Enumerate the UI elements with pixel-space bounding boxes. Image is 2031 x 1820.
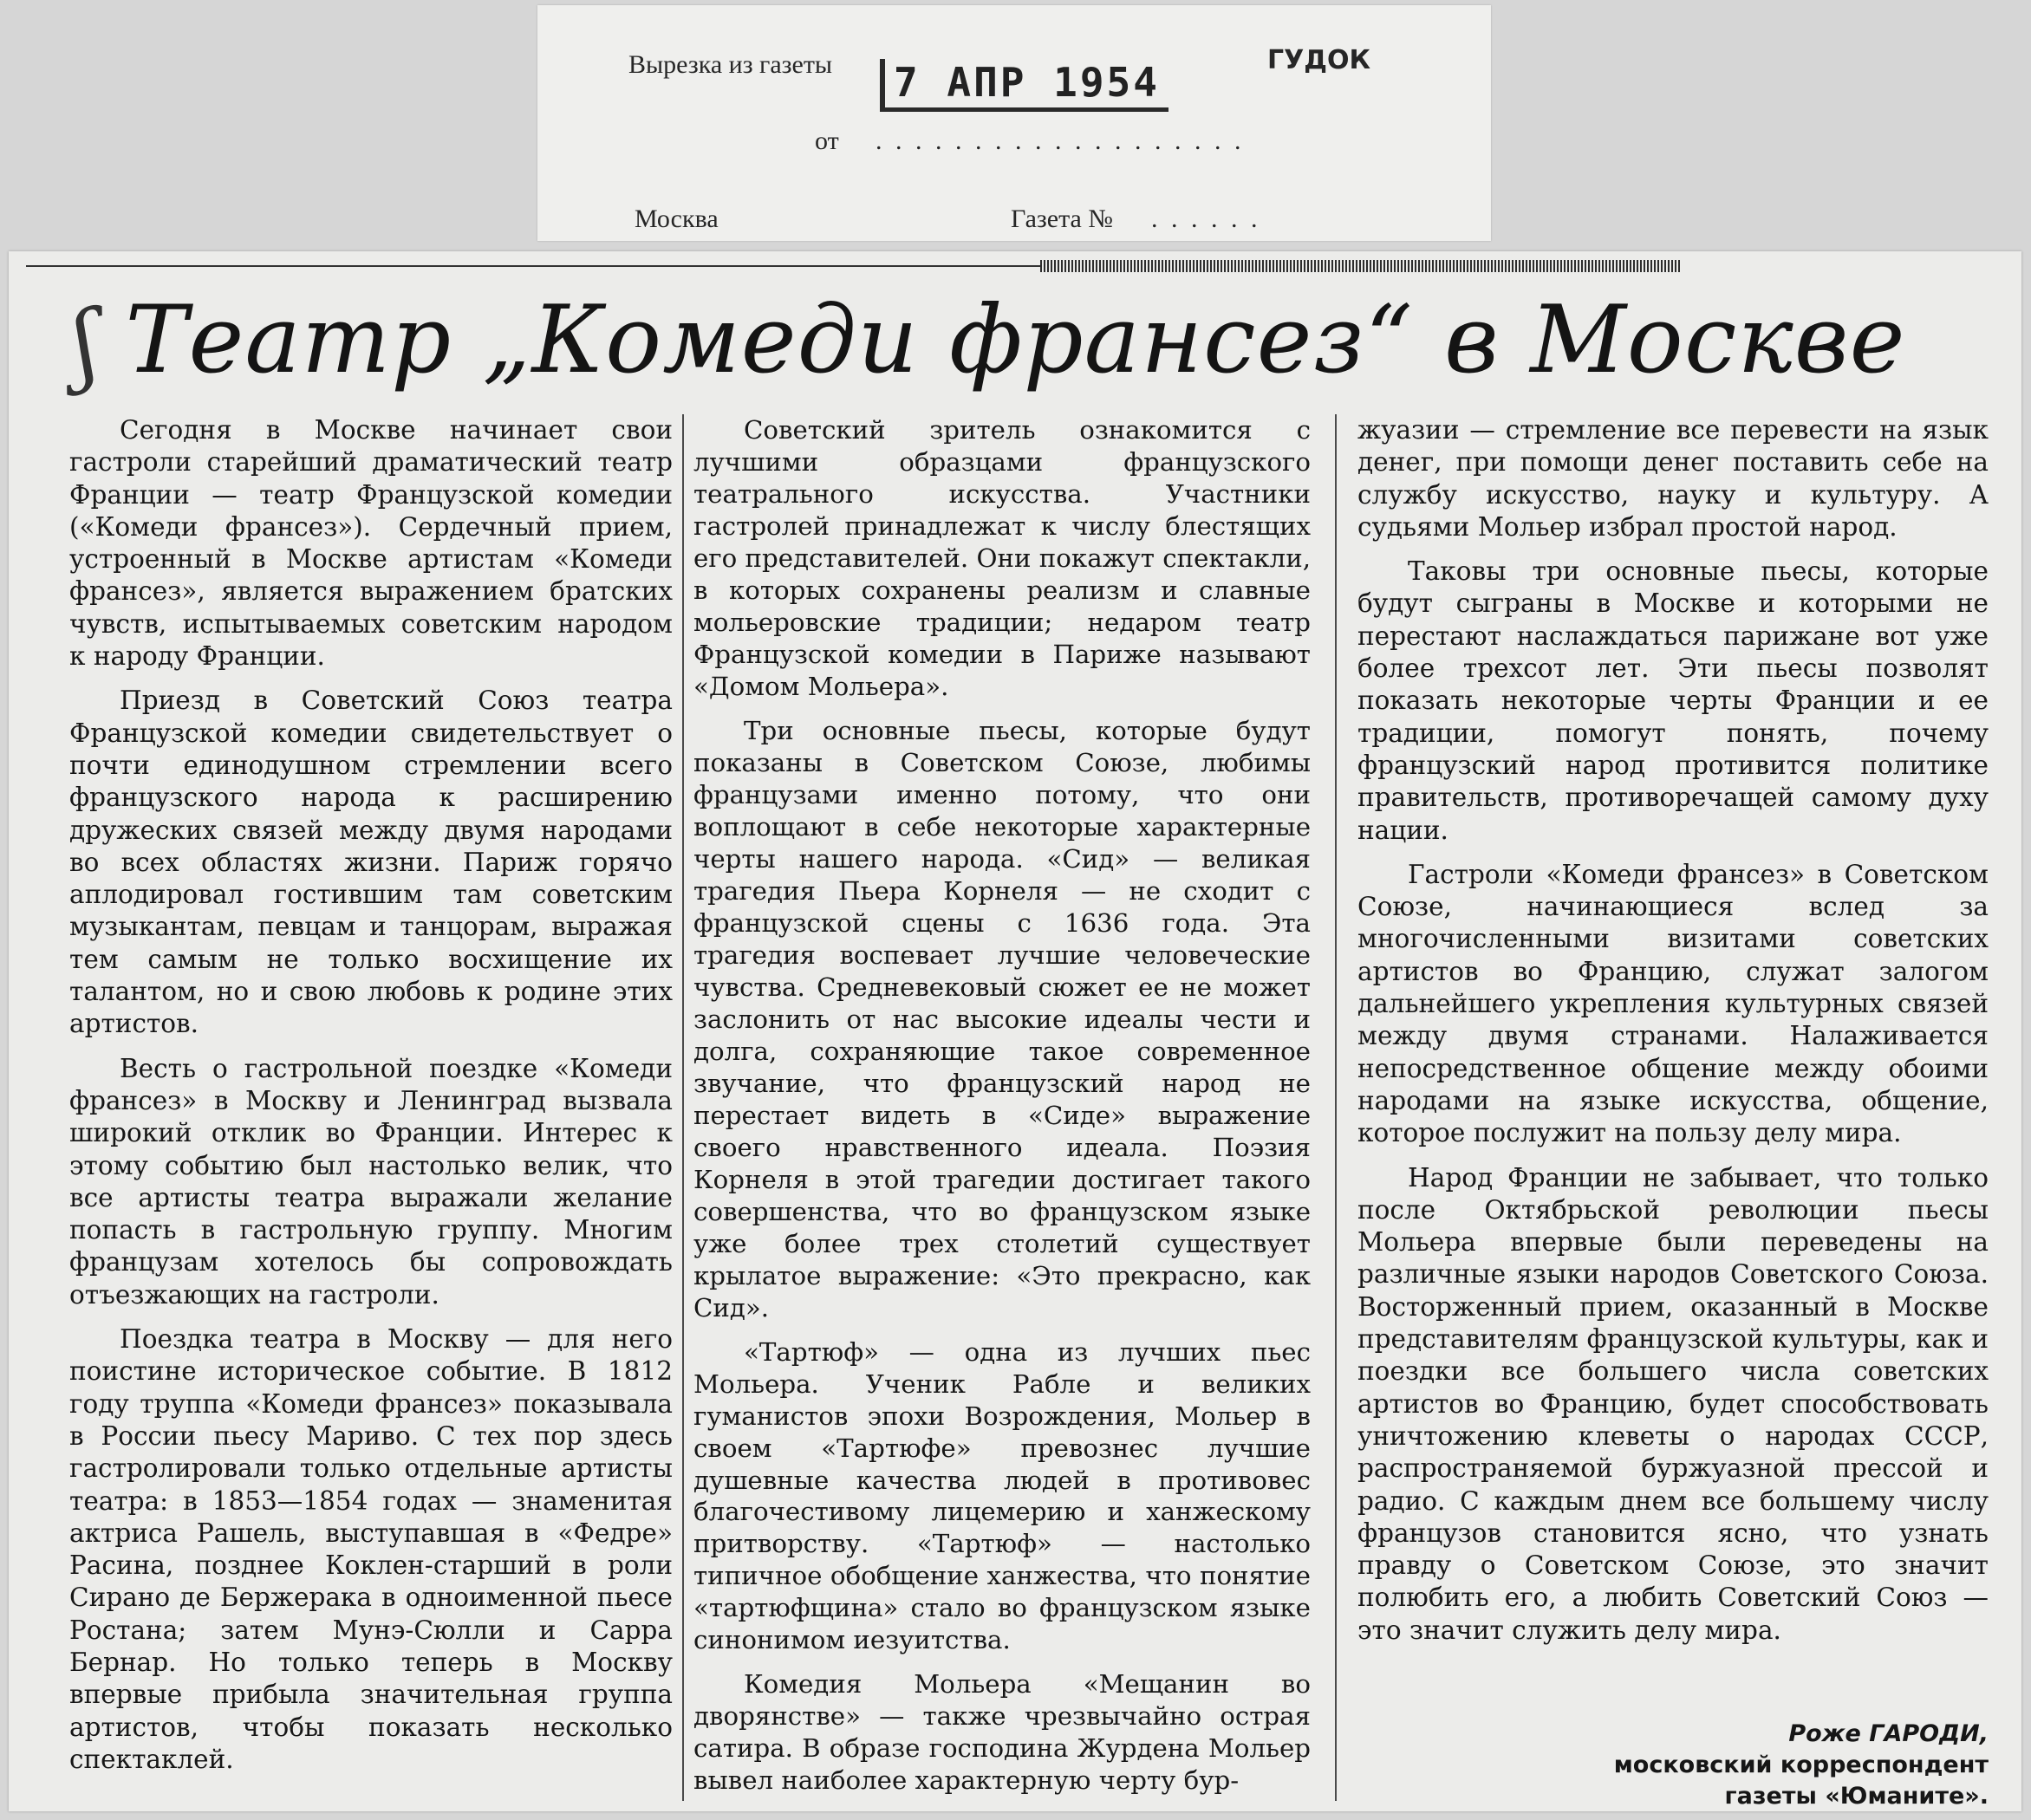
top-rule [26, 265, 1040, 267]
paragraph: «Тартюф» — одна из лучших пьес Мольера. Ученик Рабле и великих гуманистов эпохи Возрождения, Мольер в своем «Тартюфе» превознес лучшие душевные качества людей в противовес благочестивому лицемерию и ханжескому притворству. «Тартюф» — настолько типичное обобщение ханжества, что понятие «тартюфщина» стало во французском языке синонимом иезуитства. [693, 1336, 1311, 1655]
article-column-2 [693, 414, 1311, 1797]
column-divider [1335, 414, 1337, 1801]
paragraph: Поездка театра в Москву — для него поистине историческое событие. В 1812 году труппа «Комеди франсез» показывала в России пьесу Мариво. С тех пор здесь гастролировали только отдельные артисты театра: в 1853—1854 годах — знаменитая актриса Рашель, выступавшая в «Федре» Расина, позднее Коклен-старший в роли Сирано де Бержерака в одноименной пьесе Ростана; затем Мунэ-Сюлли и Сарра Бернар. Но только теперь в Москву впервые прибыла значительная группа артистов, чтобы показать несколько спектаклей. [69, 1324, 673, 1774]
from-dots: . . . . . . . . . . . . . . . . . . . [876, 127, 1245, 155]
paragraph: Три основные пьесы, которые будут показаны в Советском Союзе, любимы французами именно потому, что они воплощают в себе некоторые характерные черты нашего народа. «Сид» — великая трагедия Пьера Корнеля — не сходит с французской сцены с 1636 года. Эта трагедия воспевает лучшие человеческие чувства. Средневековый сюжет ее не может заслонить от нас высокие идеалы чести и долга, сохраняющие такое современное звучание, что французский народ не перестает видеть в «Сиде» выражение своего нравственного идеала. Поэзия Корнеля в этой трагедии достигает такого совершенства, что во французском языке уже более трех столетий существует крылатое выражение: «Это прекрасно, как Сид». [693, 715, 1311, 1323]
paragraph: Народ Франции не забывает, что только после Октябрьской революции пьесы Мольера впервые были переведены на различные языки народов Советского Союза. Восторженный прием, оказанный в Москве представителям французской культуры, как и поездки все большего числа советских артистов во Францию, будет способствовать уничтожению клеветы о народах СССР, распространяемой буржуазной прессой и радио. С каждым днем все большему числу французов становится ясно, что узнать правду о Советском Союзе, это значит полюбить его, а любить Советский Союз — это значит служить делу мира. [1357, 1162, 1989, 1645]
author-newspaper: газеты «Юманите». [1724, 1783, 1989, 1810]
paragraph: Комедия Мольера «Мещанин во дворянстве» — также чрезвычайно острая сатира. В образе господина Журдена Мольер вывел наиболее характерную черту бур- [693, 1669, 1311, 1796]
issue-dots: . . . . . . [1151, 205, 1261, 233]
column-divider [682, 414, 684, 1801]
clipping-label: Вырезка из газеты [628, 50, 833, 79]
issue-label: Газета № [1011, 205, 1113, 233]
paragraph: Весть о гастрольной поездке «Комеди франсез» в Москву и Ленинград вызвала широкий отклик во Франции. Интерес к этому событию был настолько велик, что все артисты театра выражали желание попасть в гастрольную группу. Многим французам хотелось бы сопровождать отъезжающих на гастроли. [69, 1053, 673, 1310]
clipping-header-slip [537, 5, 1491, 241]
article-column-1 [69, 414, 673, 1776]
paragraph: Таковы три основные пьесы, которые будут сыграны в Москве и которыми не перестают наслаждаться парижане вот уже более трехсот лет. Эти пьесы позволят показать некоторые черты Франции и ее традиции, помогут понять, почему французский народ противится политике правительств, противоречащей самому духу нации. [1357, 556, 1989, 845]
newspaper-name: ГУДОК [1267, 45, 1370, 75]
margin-pencil-mark: ʃ [62, 291, 107, 396]
paragraph: Советский зритель ознакомится с лучшими образцами французского театрального искусства. Участники гастролей принадлежат к числу блестящих его представителей. Они покажут спектакли, в которых сохранены реализм и славные мольеровские традиции; недаром театр Французской комедии в Париже называют «Домом Мольера». [693, 415, 1311, 701]
author-role: московский корреспондент [1613, 1752, 1989, 1778]
paragraph: Гастроли «Комеди франсез» в Советском Союзе, начинающиеся вслед за многочисленными визитами советских артистов во Францию, служат залогом дальнейшего укрепления культурных связей между двумя странами. Налаживается непосредственное общение между обоими народами на языке искусства, общение, которое послужит на пользу делу мира. [1357, 859, 1989, 1148]
article-title: Театр „Комеди франсез“ в Москве [125, 286, 1906, 394]
author-signature [1357, 1719, 1989, 1812]
date-stamp: 7 АПР 1954 [880, 59, 1168, 112]
author-name: Роже ГАРОДИ, [1788, 1720, 1989, 1747]
paragraph: жуазии — стремление все перевести на язык денег, при помощи денег поставить себе на службу искусство, науку и культуру. А судьями Мольер избрал простой народ. [1357, 415, 1989, 542]
hatched-rule [1040, 260, 1682, 272]
from-label: от [815, 127, 839, 155]
paragraph: Приезд в Советский Союз театра Французской комедии свидетельствует о почти единодушном стремлении всего французского народа к расширению дружеских связей между двумя народами во всех областях жизни. Париж горячо аплодировал гостившим там советским музыкантам, певцам и танцорам, выражая тем самым не только восхищение их талантом, но и свою любовь к родине этих артистов. [69, 686, 673, 1039]
article-column-3 [1357, 414, 1989, 1647]
city-label: Москва [635, 205, 719, 233]
paragraph: Сегодня в Москве начинает свои гастроли старейший драматический театр Франции — театр Французской комедии («Комеди франсез»). Сердечный прием, устроенный в Москве артистам «Комеди франсез», является выражением братских чувств, испытываемых советским народом к народу Франции. [69, 415, 673, 672]
